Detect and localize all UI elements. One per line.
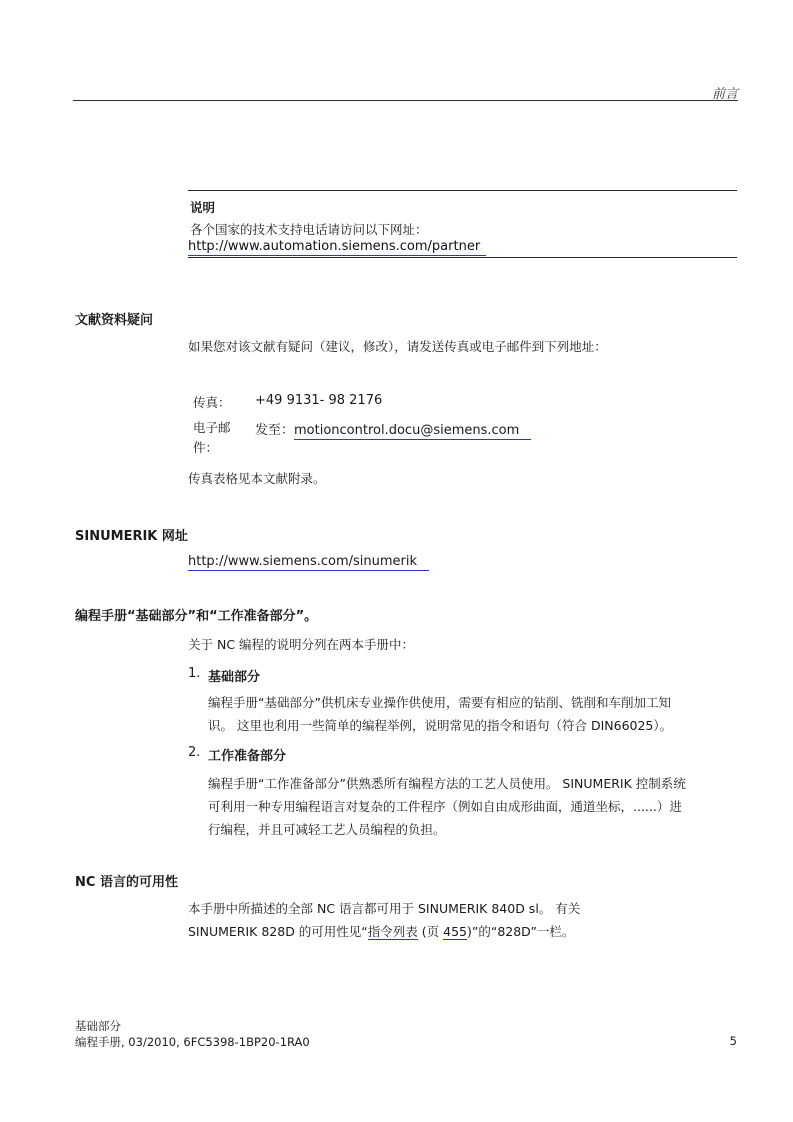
doc-questions-heading: 文献资料疑问 [75, 313, 154, 328]
sinumerik-link-text[interactable]: http://www.siemens.com/sinumerik [188, 554, 429, 571]
manuals-intro: 关于 NC 编程的说明分列在两本手册中： [188, 637, 415, 652]
note-title: 说明 [190, 200, 216, 215]
list-item-title-basics: 基础部分 [208, 670, 261, 685]
command-list-link[interactable]: 指令列表 [367, 924, 418, 939]
sinumerik-web-heading: SINUMERIK 网址 [75, 529, 188, 544]
text: SINUMERIK 828D 的可用性见“ [188, 924, 368, 939]
nc-availability-line1: 本手册中所描述的全部 NC 语言都可用于 SINUMERIK 840D sl。 有关 [188, 901, 581, 916]
list-item-body-job-planning [208, 772, 740, 841]
footer-manual-title: 基础部分 [75, 1019, 121, 1033]
email-line [255, 419, 531, 438]
manuals-heading: 编程手册“基础部分”和“工作准备部分”。 [75, 609, 318, 624]
partner-link[interactable] [188, 239, 486, 254]
list-item-body-basics [208, 691, 740, 737]
note-text: 各个国家的技术支持电话请访问以下网址： [190, 222, 428, 237]
text: )”的“828D”一栏。 [466, 924, 575, 939]
fax-label: 传真： [193, 395, 231, 410]
email-label: 电子邮件： [193, 420, 231, 455]
list-item-number-1: 1. [188, 666, 201, 681]
partner-link-text[interactable]: http://www.automation.siemens.com/partner [188, 239, 486, 256]
email-link[interactable]: motioncontrol.docu@siemens.com [294, 423, 531, 440]
doc-questions-intro: 如果您对该文献有疑问（建议，修改），请发送传真或电子邮件到下列地址： [188, 339, 607, 354]
page-ref-link[interactable]: 455 [443, 924, 467, 939]
list-item-line: 编程手册“工作准备部分”供熟悉所有编程方法的工艺人员使用。 SINUMERIK 控制系统 [208, 776, 686, 791]
list-item-line: 识。 这里也利用一些简单的编程举例，说明常见的指令和语句（符合 DIN66025）。 [208, 718, 673, 733]
nc-availability-heading: NC 语言的可用性 [75, 875, 178, 890]
list-item-line: 编程手册“基础部分”供机床专业操作供使用，需要有相应的钻削、铣削和车削加工知 [208, 695, 671, 710]
header-divider [73, 100, 738, 101]
text: (页 [417, 924, 444, 939]
list-item-line: 行编程，并且可减轻工艺人员编程的负担。 [208, 822, 446, 837]
email-prefix: 发至： [255, 423, 295, 438]
footer-manual-info: 编程手册, 03/2010, 6FC5398-1BP20-1RA0 [75, 1035, 310, 1049]
list-item-title-job-planning: 工作准备部分 [208, 749, 287, 764]
running-header-title: 前言 [711, 87, 738, 102]
nc-availability-line2 [188, 920, 574, 943]
sinumerik-link[interactable] [188, 554, 429, 569]
list-item-line: 可利用一种专用编程语言对复杂的工件程序（例如自由成形曲面，通道坐标，......）进 [208, 799, 682, 814]
fax-form-note: 传真表格见本文献附录。 [188, 471, 326, 486]
list-item-number-2: 2. [188, 745, 201, 760]
page-number: 5 [729, 1034, 737, 1048]
fax-number: +49 9131- 98 2176 [255, 393, 383, 408]
